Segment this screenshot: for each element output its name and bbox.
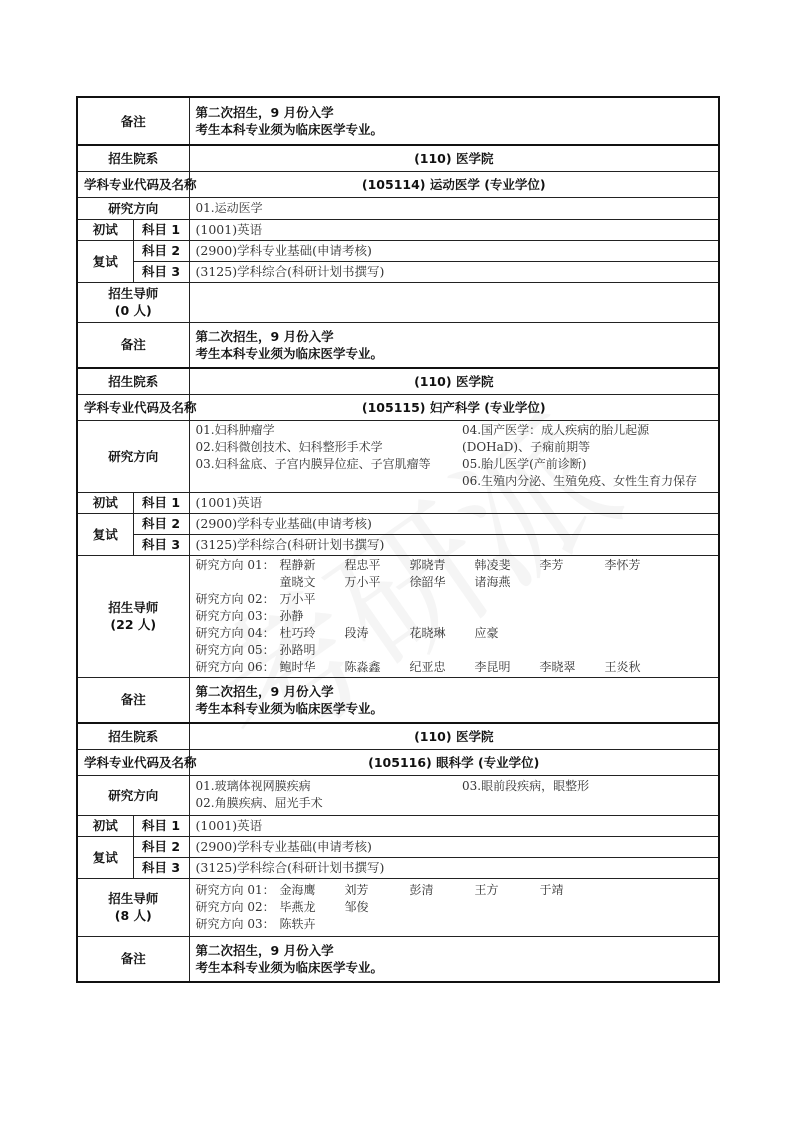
tutor-line [196,882,713,899]
initial-label: 初试 [77,815,133,836]
supervisor-list [189,555,719,677]
note-row [77,677,719,723]
tutor-name: 程忠平 [344,557,381,572]
direction-col-right [462,778,712,812]
note-label: 备注 [77,322,189,368]
subject3-label: 科目 3 [133,261,189,282]
code-row [77,394,719,420]
initial-label: 初试 [77,492,133,513]
supervisor-count: (0 人) [114,303,152,318]
top-note-row [77,97,719,145]
exam3-value: (3125)学科综合(科研计划书撰写) [189,857,719,878]
initial-label: 初试 [77,219,133,240]
subject2-label: 科目 2 [133,240,189,261]
tutor-name: 诸海燕 [474,574,511,589]
supervisor-list [189,282,719,322]
note-line-2: 考生本科专业须为临床医学专业。 [195,345,384,361]
dept-label: 招生院系 [77,723,189,749]
exam1-value: (1001)英语 [189,219,719,240]
note-label: 备注 [77,97,189,145]
retest-label: 复试 [77,836,133,878]
subject1-label: 科目 1 [133,219,189,240]
exam2-value: (2900)学科专业基础(申请考核) [189,836,719,857]
direction-cell [189,420,719,492]
supervisor-row [77,878,719,936]
tutor-name: 杜巧玲 [279,625,316,640]
tutor-name: 王方 [474,882,499,897]
dept-value: (110) 医学院 [189,723,719,749]
tutor-name: 万小平 [279,591,316,606]
tutor-name: 李芳 [539,557,564,572]
retest-label: 复试 [77,240,133,282]
direction-item: 02.角膜疾病、屈光手术 [195,796,323,810]
tutor-name: 童晓文 [279,574,316,589]
direction-col-left [196,200,263,217]
tutor-direction-prefix: 研究方向 03： [195,608,275,623]
direction-row [77,197,719,219]
note-line-1: 第二次招生，9 月份入学 [195,942,334,958]
admission-table [76,96,720,983]
tutor-direction-prefix: 研究方向 02： [195,899,275,914]
note-line-2: 考生本科专业须为临床医学专业。 [195,700,384,716]
tutor-name: 郭晓青 [409,557,446,572]
code-row [77,171,719,197]
initial-exam-row [77,492,719,513]
direction-col-left [196,778,323,812]
direction-item: 04.国产医学：成人疾病的胎儿起源 [462,423,650,437]
direction-item: 01.妇科肿瘤学 [195,423,275,437]
tutor-line [196,574,713,591]
tutor-line [196,625,713,642]
code-value: (105115) 妇产科学 (专业学位) [189,394,719,420]
direction-item: 06.生殖内分泌、生殖免疫、女性生育力保存 [462,474,698,488]
note-line-1: 第二次招生，9 月份入学 [195,105,334,120]
tutor-name: 李昆明 [474,659,511,674]
note-cell [189,936,719,982]
dept-value: (110) 医学院 [189,145,719,171]
tutor-name: 王炎秋 [604,659,641,674]
tutor-name: 纪亚忠 [409,659,446,674]
tutor-name: 花晓琳 [409,625,446,640]
tutor-name: 金海鹰 [279,882,316,897]
tutor-line [196,642,713,659]
tutor-line [196,659,713,676]
tutor-name: 程静新 [279,557,316,572]
subject1-label: 科目 1 [133,815,189,836]
tutor-direction-prefix: 研究方向 05： [195,642,275,657]
direction-item: 01.运动医学 [195,200,263,215]
note-row [77,322,719,368]
subject2-label: 科目 2 [133,513,189,534]
tutor-name: 徐韶华 [409,574,446,589]
tutor-direction-prefix: 研究方向 01： [195,882,275,897]
exam3-value: (3125)学科综合(科研计划书撰写) [189,534,719,555]
tutor-name: 刘芳 [344,882,369,897]
subject1-label: 科目 1 [133,492,189,513]
admission-table-page [76,96,718,983]
note-row [77,936,719,982]
tutor-name: 毕燕龙 [279,899,316,914]
tutor-direction-prefix: 研究方向 02： [195,591,275,606]
note-line-1: 第二次招生，9 月份入学 [195,683,334,699]
exam1-value: (1001)英语 [189,815,719,836]
direction-cell [189,775,719,815]
dept-row [77,723,719,749]
supervisor-label-cell [77,555,189,677]
tutor-direction-prefix: 研究方向 01： [195,557,275,572]
note-label: 备注 [77,936,189,982]
tutor-name: 万小平 [344,574,381,589]
code-label: 学科专业代码及名称 [77,749,189,775]
dept-row [77,368,719,394]
direction-label: 研究方向 [77,775,189,815]
direction-item: 02.妇科微创技术、妇科整形手术学 [195,440,383,454]
exam3-value: (3125)学科综合(科研计划书撰写) [189,261,719,282]
retest-row-2 [77,261,719,282]
tutor-line [196,899,713,916]
code-value: (105114) 运动医学 (专业学位) [189,171,719,197]
tutor-name: 孙路明 [279,642,316,657]
supervisor-label-cell [77,282,189,322]
note-line-2: 考生本科专业须为临床医学专业。 [195,122,384,137]
supervisor-count: (8 人) [114,908,152,923]
initial-exam-row [77,219,719,240]
note-cell [189,322,719,368]
exam2-value: (2900)学科专业基础(申请考核) [189,513,719,534]
retest-row-2 [77,857,719,878]
code-row [77,749,719,775]
exam1-value: (1001)英语 [189,492,719,513]
dept-label: 招生院系 [77,368,189,394]
direction-item: 05.胎儿医学(产前诊断) [462,457,587,471]
tutor-name: 段涛 [344,625,369,640]
supervisor-label-cell [77,878,189,936]
note-line-2: 考生本科专业须为临床医学专业。 [195,959,384,975]
supervisor-list [189,878,719,936]
direction-item: (DOHaD)、子痫前期等 [462,440,591,454]
dept-row [77,145,719,171]
direction-item: 03.眼前段疾病，眼整形 [462,779,590,793]
supervisor-label: 招生导师 [108,286,159,301]
tutor-line [196,608,713,625]
initial-exam-row [77,815,719,836]
direction-cell [189,197,719,219]
tutor-direction-prefix: 研究方向 03： [195,916,275,931]
tutor-name: 陈淼鑫 [344,659,381,674]
table-body [77,97,719,982]
supervisor-label: 招生导师 [108,891,159,906]
tutor-name: 李晓翠 [539,659,576,674]
direction-item: 03.妇科盆底、子宫内膜异位症、子宫肌瘤等 [195,457,431,471]
code-label: 学科专业代码及名称 [77,394,189,420]
supervisor-count: (22 人) [110,617,157,632]
note-label: 备注 [77,677,189,723]
tutor-name: 韩凌斐 [474,557,511,572]
subject3-label: 科目 3 [133,857,189,878]
retest-row-2 [77,534,719,555]
note-cell [189,97,719,145]
tutor-direction-prefix: 研究方向 04： [195,625,275,640]
tutor-name: 彭清 [409,882,434,897]
tutor-line [196,591,713,608]
tutor-direction-prefix: 研究方向 06： [195,659,275,674]
retest-label: 复试 [77,513,133,555]
tutor-name: 陈轶卉 [279,916,316,931]
tutor-line [196,557,713,574]
dept-label: 招生院系 [77,145,189,171]
subject3-label: 科目 3 [133,534,189,555]
tutor-name: 李怀芳 [604,557,641,572]
exam2-value: (2900)学科专业基础(申请考核) [189,240,719,261]
direction-col-left [196,422,431,490]
retest-row-1 [77,836,719,857]
retest-row-1 [77,513,719,534]
tutor-name: 应豪 [474,625,499,640]
supervisor-row [77,282,719,322]
dept-value: (110) 医学院 [189,368,719,394]
supervisor-label: 招生导师 [108,600,159,615]
tutor-line [196,916,713,933]
tutor-name: 孙静 [279,608,304,623]
code-label: 学科专业代码及名称 [77,171,189,197]
note-line-1: 第二次招生，9 月份入学 [195,328,334,344]
supervisor-row [77,555,719,677]
note-cell [189,677,719,723]
direction-item: 01.玻璃体视网膜疾病 [195,779,311,793]
direction-col-right [462,422,712,490]
code-value: (105116) 眼科学 (专业学位) [189,749,719,775]
tutor-name: 于靖 [539,882,564,897]
tutor-name: 邹俊 [344,899,369,914]
retest-row-1 [77,240,719,261]
subject2-label: 科目 2 [133,836,189,857]
direction-label: 研究方向 [77,197,189,219]
tutor-name: 鲍时华 [279,659,316,674]
direction-row [77,420,719,492]
direction-label: 研究方向 [77,420,189,492]
direction-row [77,775,719,815]
